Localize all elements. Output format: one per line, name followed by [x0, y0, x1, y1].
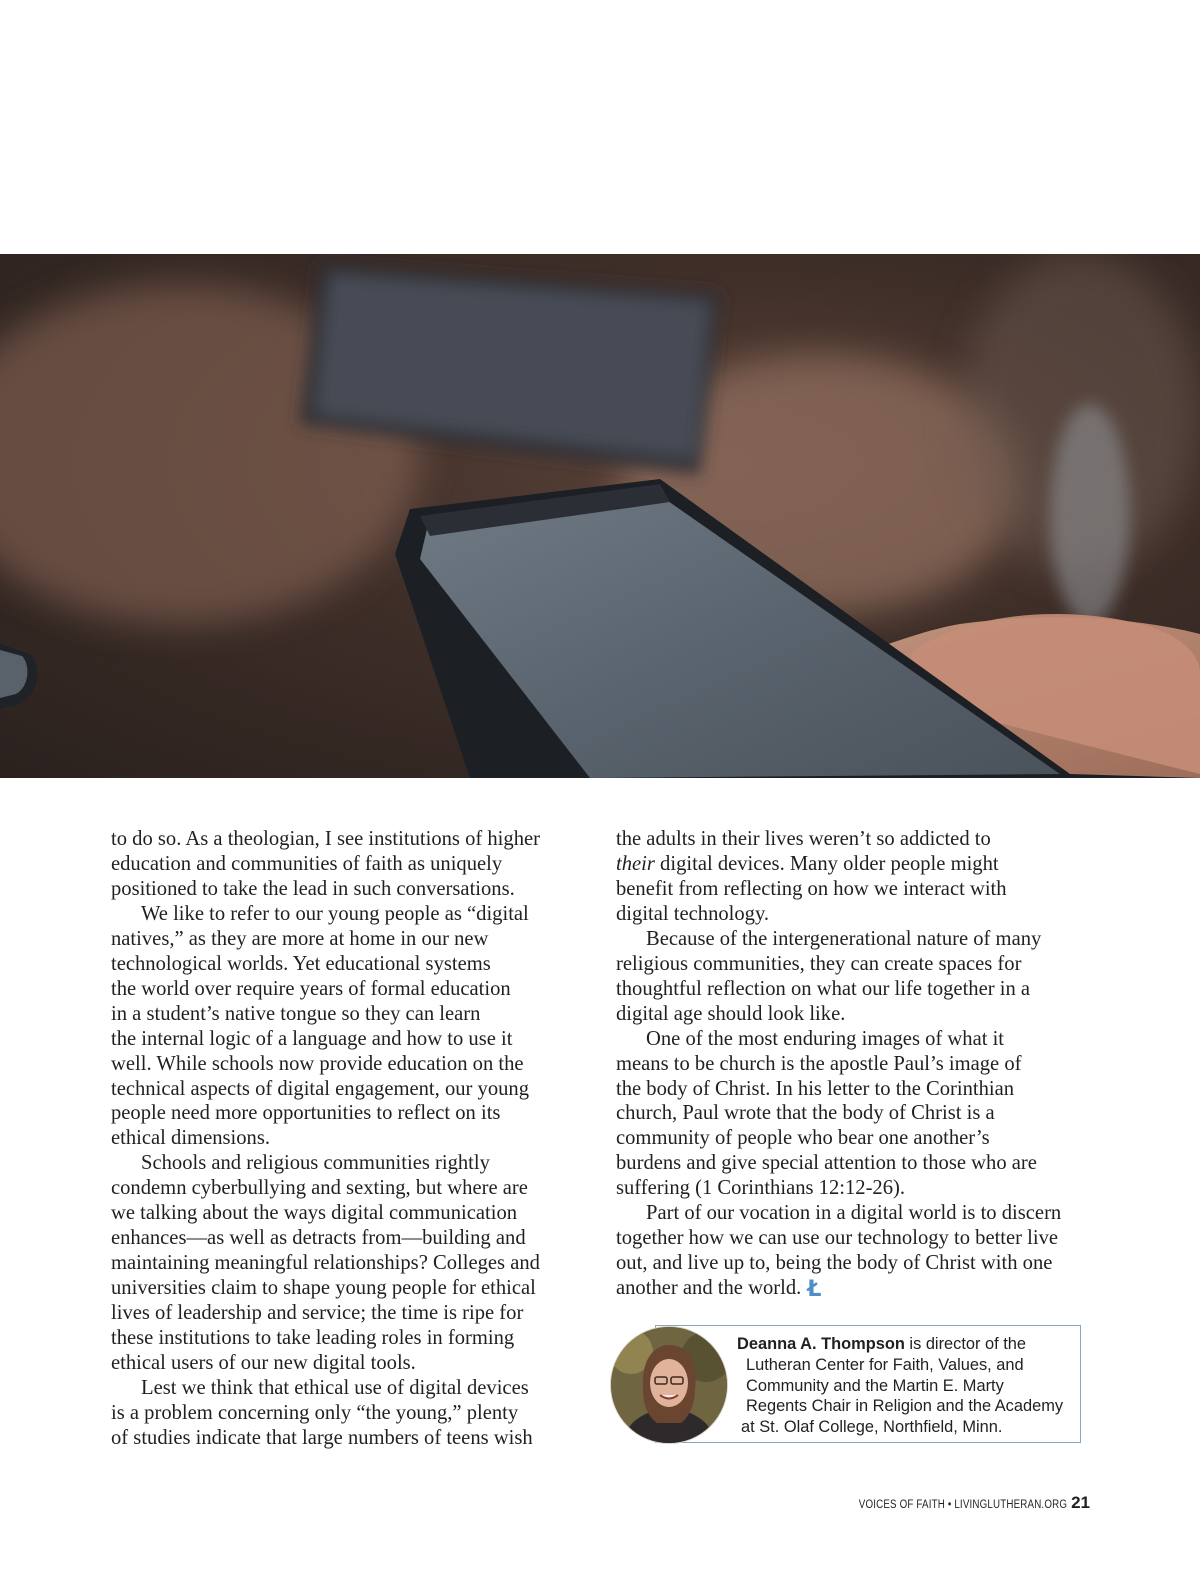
- text-line: we talking about the ways digital communication: [111, 1202, 518, 1225]
- text-line: suffering (1 Corinthians 12:12-26).: [616, 1177, 906, 1200]
- text-line: is a problem concerning only “the young,” plenty: [111, 1401, 519, 1424]
- text-line: One of the most enduring images of what it: [646, 1027, 1005, 1050]
- text-line: the body of Christ. In his letter to the Corinthian: [616, 1077, 1015, 1100]
- text-line: [616, 1276, 1091, 1303]
- bio-line: Lutheran Center for Faith, Values, and: [746, 1355, 1024, 1374]
- author-avatar: [610, 1326, 728, 1444]
- text-line: these institutions to take leading roles in forming: [111, 1327, 515, 1350]
- emphasis-their: their: [616, 852, 655, 875]
- text-line: the world over require years of formal education: [111, 977, 511, 1000]
- text-line: church, Paul wrote that the body of Christ is a: [616, 1102, 995, 1125]
- text-line: benefit from reflecting on how we interact with: [616, 877, 1007, 900]
- text-line: ethical dimensions.: [111, 1127, 270, 1150]
- text-line: lives of leadership and service; the time is ripe for: [111, 1302, 524, 1325]
- text-line: Part of our vocation in a digital world is to discern: [646, 1202, 1062, 1225]
- text-line: positioned to take the lead in such conversations.: [111, 877, 515, 900]
- text-line: technological worlds. Yet educational systems: [111, 952, 491, 975]
- text-line: the adults in their lives weren’t so addicted to: [616, 828, 991, 850]
- text-line: enhances—as well as detracts from—building and: [111, 1227, 526, 1250]
- text-line: thoughtful reflection on what our life together in a: [616, 977, 1031, 1000]
- text-line: to do so. As a theologian, I see institutions of higher: [111, 828, 540, 850]
- bio-line: Regents Chair in Religion and the Academy: [746, 1397, 1064, 1416]
- hero-photo-hands-smartphones: [0, 254, 1200, 778]
- text-line: the internal logic of a language and how to use it: [111, 1027, 513, 1050]
- text-line: digital age should look like.: [616, 1002, 846, 1025]
- text-line: maintaining meaningful relationships? Colleges and: [111, 1252, 540, 1275]
- text-line: technical aspects of digital engagement, our young: [111, 1077, 530, 1100]
- author-name: Deanna A. Thompson: [737, 1335, 905, 1353]
- text-line: Because of the intergenerational nature of many: [646, 927, 1042, 950]
- footer-publication: VOICES OF FAITH • LIVINGLUTHERAN.ORG: [858, 1499, 1068, 1511]
- article-column-left: [111, 827, 581, 1451]
- bio-line: [737, 1334, 1082, 1355]
- text-line: We like to refer to our young people as “digital: [141, 902, 529, 925]
- text-line: community of people who bear one another’s: [616, 1127, 990, 1150]
- text-line: education and communities of faith as uniquely: [111, 852, 503, 875]
- text-line: condemn cyberbullying and sexting, but where are: [111, 1177, 528, 1200]
- text-line: digital technology.: [616, 902, 770, 925]
- bio-line-rest: is director of the: [904, 1335, 1027, 1353]
- author-portrait: [611, 1327, 727, 1443]
- text-line: in a student’s native tongue so they can learn: [111, 1002, 481, 1025]
- text-line: means to be church is the apostle Paul’s image of: [616, 1052, 1022, 1075]
- article-column-right: [616, 827, 1091, 1303]
- bio-line: Community and the Martin E. Marty: [746, 1376, 1004, 1395]
- author-bio-text: [737, 1334, 1082, 1438]
- text-line: ethical users of our new digital tools.: [111, 1352, 416, 1375]
- bio-line: at St. Olaf College, Northfield, Minn.: [741, 1418, 1003, 1437]
- lt-logo-end-mark-icon: Ł: [807, 1277, 822, 1303]
- text-line: people need more opportunities to reflect on its: [111, 1102, 501, 1125]
- text-line: religious communities, they can create spaces for: [616, 952, 1022, 975]
- text-line: universities claim to shape young people for ethical: [111, 1277, 536, 1300]
- text-line: burdens and give special attention to those who are: [616, 1152, 1037, 1175]
- text-line: natives,” as they are more at home in our new: [111, 927, 489, 950]
- text-line-final: another and the world.: [616, 1277, 802, 1300]
- text-line: [616, 852, 1091, 877]
- text-line: out, and live up to, being the body of Christ with one: [616, 1252, 1053, 1275]
- text-line: Schools and religious communities rightly: [141, 1152, 490, 1175]
- text-line-rest: digital devices. Many older people might: [654, 852, 999, 875]
- page-footer: [822, 1493, 1090, 1513]
- text-line: well. While schools now provide education on the: [111, 1052, 524, 1075]
- text-line: Lest we think that ethical use of digital devices: [141, 1376, 529, 1399]
- page-number: 21: [1071, 1493, 1090, 1512]
- text-line: together how we can use our technology to better live: [616, 1227, 1059, 1250]
- photo-illustration: [0, 254, 1200, 778]
- text-line: of studies indicate that large numbers of teens wish: [111, 1426, 533, 1449]
